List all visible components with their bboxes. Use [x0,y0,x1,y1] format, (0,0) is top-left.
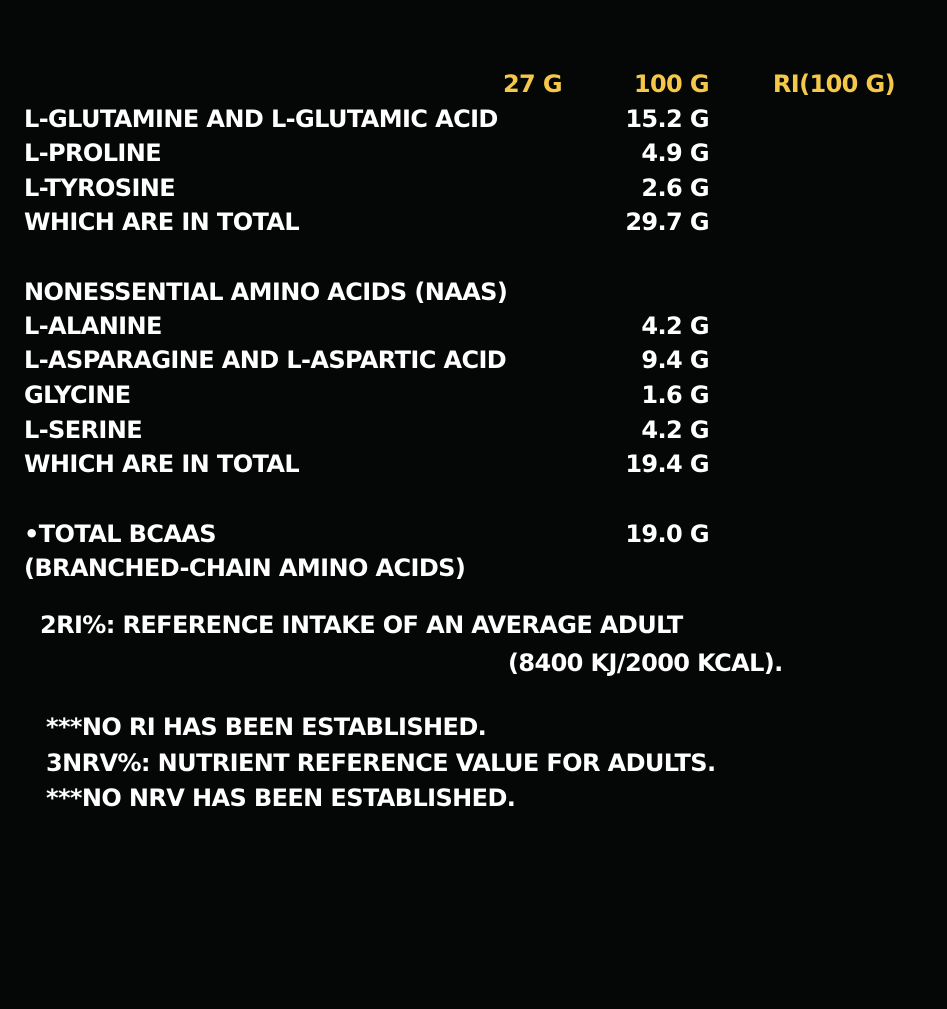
row-label-total-1: WHICH ARE IN TOTAL [24,208,300,236]
header-ri-100g: RI(100 G) [772,70,895,98]
row-label-asparagine: L-ASPARAGINE AND L-ASPARTIC ACID [24,346,507,374]
footnote-no-nrv: ***NO NRV HAS BEEN ESTABLISHED. [46,784,516,812]
row-label-proline: L-PROLINE [24,139,162,167]
row-label-serine: L-SERINE [24,416,143,444]
footnote-ri-line2: (8400 KJ/2000 KCAL). [508,649,783,677]
bcaa-value: 19.0 G [625,520,709,548]
row-value-serine: 4.2 G [641,416,709,444]
row-value-glycine: 1.6 G [641,381,709,409]
row-value-total-1: 29.7 G [625,208,709,236]
section-title-naas: NONESSENTIAL AMINO ACIDS (NAAS) [24,278,508,306]
row-label-glutamine: L-GLUTAMINE AND L-GLUTAMIC ACID [24,105,498,133]
bcaa-sublabel: (BRANCHED-CHAIN AMINO ACIDS) [24,554,466,582]
header-per-100g: 100 G [633,70,709,98]
header-serving-27g: 27 G [502,70,562,98]
row-value-total-2: 19.4 G [625,450,709,478]
row-value-asparagine: 9.4 G [641,346,709,374]
row-value-glutamine: 15.2 G [625,105,709,133]
footnote-nrv: 3NRV%: NUTRIENT REFERENCE VALUE FOR ADULTS. [46,749,716,777]
row-label-tyrosine: L-TYROSINE [24,174,176,202]
row-value-alanine: 4.2 G [641,312,709,340]
footnote-no-ri: ***NO RI HAS BEEN ESTABLISHED. [46,713,487,741]
row-label-glycine: GLYCINE [24,381,131,409]
bcaa-label: •TOTAL BCAAS [24,520,216,548]
row-label-total-2: WHICH ARE IN TOTAL [24,450,300,478]
row-label-alanine: L-ALANINE [24,312,162,340]
row-value-proline: 4.9 G [641,139,709,167]
row-value-tyrosine: 2.6 G [641,174,709,202]
footnote-ri-line1: 2RI%: REFERENCE INTAKE OF AN AVERAGE ADULT [40,611,683,639]
